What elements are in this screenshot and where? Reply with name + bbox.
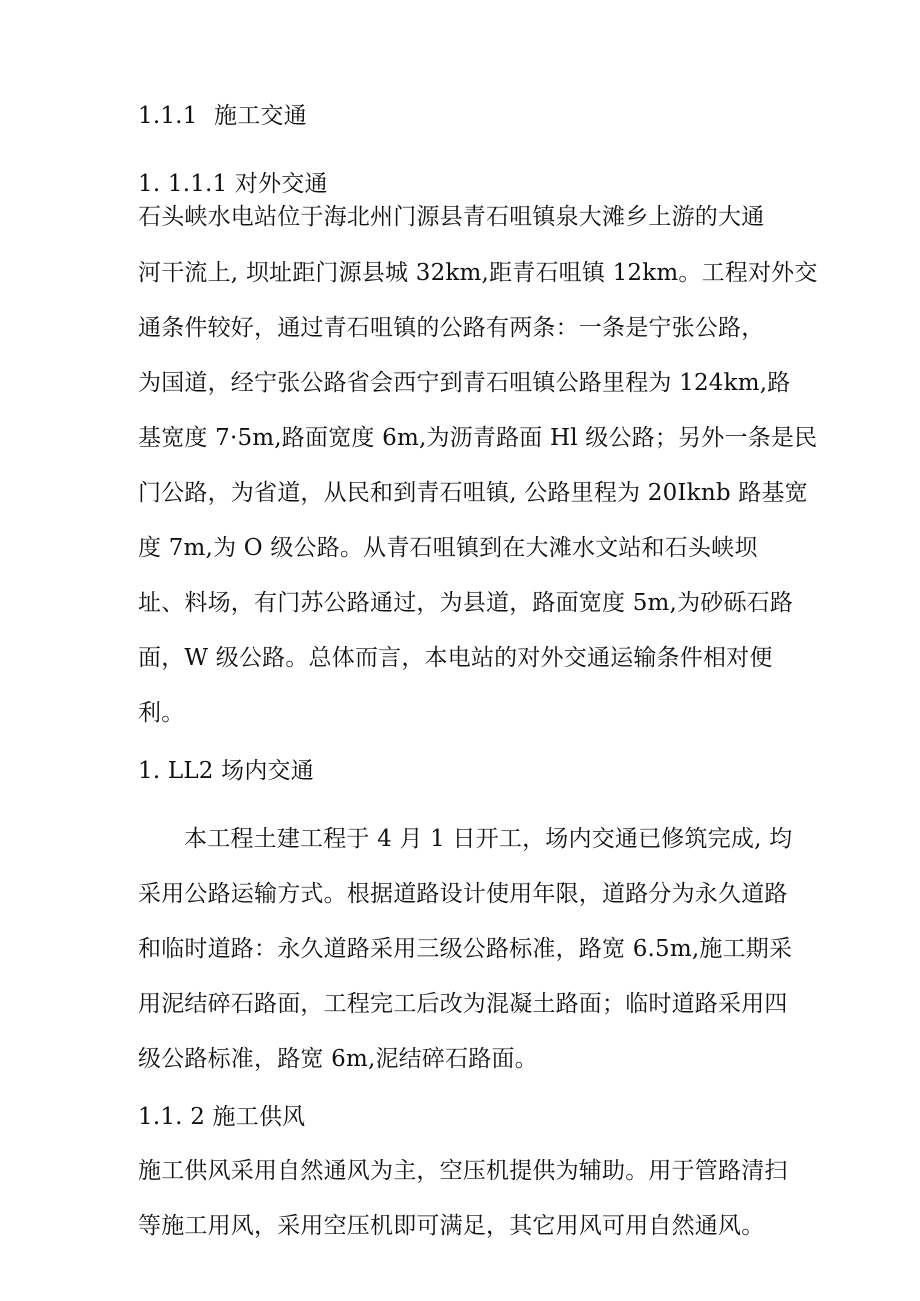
paragraph-line: 度 7m,为 O 级公路。从青石咀镇到在大滩水文站和石头峡坝	[138, 535, 758, 561]
paragraph-line: 门公路，为省道，从民和到青石咀镇, 公路里程为 20Iknb 路基宽	[138, 480, 808, 506]
paragraph-line: 本工程土建工程于 4 月 1 日开工，场内交通已修筑完成, 均	[184, 826, 793, 852]
heading-internal-traffic: 1. LL2 场内交通	[138, 758, 314, 784]
paragraph-line: 基宽度 7·5m,路面宽度 6m,为沥青路面 Hl 级公路；另外一条是民	[138, 425, 818, 451]
paragraph-line: 面，W 级公路。总体而言，本电站的对外交通运输条件相对便	[138, 645, 773, 671]
paragraph-line: 和临时道路：永久道路采用三级公路标准，路宽 6.5m,施工期采	[138, 936, 793, 962]
paragraph-line: 级公路标准，路宽 6m,泥结碎石路面。	[138, 1046, 538, 1072]
paragraph-line: 施工供风采用自然通风为主，空压机提供为辅助。用于管路清扫	[138, 1158, 788, 1184]
paragraph-line: 河干流上, 坝址距门源县城 32km,距青石咀镇 12km。工程对外交	[138, 260, 818, 286]
heading-title: 施工交通	[214, 103, 307, 129]
heading-external-traffic: 1. 1.1.1 对外交通	[138, 171, 328, 197]
paragraph-line: 利。	[138, 700, 185, 726]
paragraph-line: 等施工用风，采用空压机即可满足，其它用风可用自然通风。	[138, 1213, 765, 1239]
heading-number: 1.1.1	[138, 103, 198, 129]
paragraph-line: 用泥结碎石路面，工程完工后改为混凝土路面；临时道路采用四	[138, 991, 788, 1017]
paragraph-line: 为国道，经宁张公路省会西宁到青石咀镇公路里程为 124km,路	[138, 370, 791, 396]
paragraph-line: 通条件较好，通过青石咀镇的公路有两条：一条是宁张公路，	[138, 315, 765, 341]
paragraph-line: 石头峡水电站位于海北州门源县青石咀镇泉大滩乡上游的大通	[138, 204, 765, 230]
heading-construction-traffic	[138, 101, 307, 131]
paragraph-line: 采用公路运输方式。根据道路设计使用年限，道路分为永久道路	[138, 881, 788, 907]
paragraph-line: 址、料场，有门苏公路通过，为县道，路面宽度 5m,为砂砾石路	[138, 590, 794, 616]
heading-air-supply: 1.1. 2 施工供风	[138, 1104, 306, 1130]
